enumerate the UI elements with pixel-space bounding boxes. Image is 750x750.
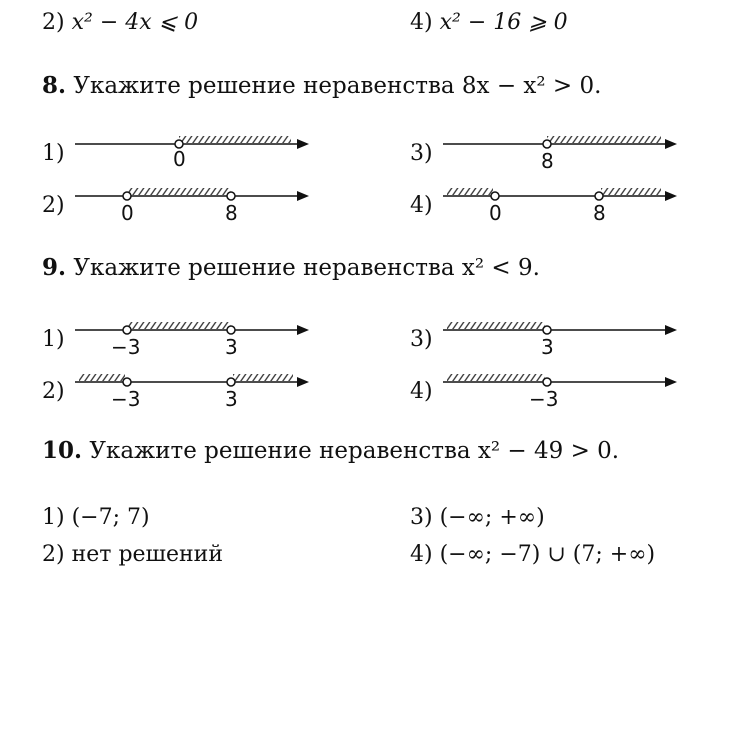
option-number: 4): [410, 542, 433, 567]
option-expression: x² − 4x ⩽ 0: [71, 10, 199, 35]
question-9: [42, 254, 540, 282]
q9-option-1-number[interactable]: 1): [42, 327, 65, 352]
q8-option-4-number[interactable]: 4): [410, 193, 433, 218]
hatch-region: [127, 188, 231, 195]
hatch-region: [179, 136, 291, 143]
q10-option-3[interactable]: [410, 505, 545, 531]
hatch-region: [547, 136, 661, 143]
option-text: (−7; 7): [71, 505, 150, 530]
hatch-region: [233, 374, 293, 381]
open-point: [227, 326, 235, 334]
open-point: [123, 378, 131, 386]
point-label: 8: [225, 201, 238, 225]
point-label: 3: [225, 387, 238, 411]
question-number: 10.: [42, 437, 83, 464]
q9-option-1-number-line[interactable]: [75, 316, 310, 361]
q8-option-1-number[interactable]: 1): [42, 141, 65, 166]
axis-arrow: [665, 139, 677, 149]
option-number: 2): [42, 10, 65, 35]
prev-option-2: [42, 10, 198, 36]
point-label: −3: [111, 387, 141, 411]
axis-arrow: [665, 325, 677, 335]
hatch-region: [447, 322, 545, 329]
point-label: 0: [121, 201, 134, 225]
q9-option-4-number-line[interactable]: [443, 368, 678, 413]
option-expression: x² − 16 ⩾ 0: [439, 10, 568, 35]
hatch-region: [79, 374, 125, 381]
question-8: [42, 72, 601, 100]
q8-option-3-number[interactable]: 3): [410, 141, 433, 166]
prev-option-4: [410, 10, 568, 36]
q10-option-2[interactable]: [42, 542, 223, 568]
option-text: (−∞; +∞): [439, 505, 545, 530]
q9-option-2-number-line[interactable]: [75, 368, 310, 413]
axis-arrow: [665, 191, 677, 201]
open-point: [123, 326, 131, 334]
open-point: [123, 192, 131, 200]
question-text: Укажите решение неравенства 8x − x² > 0.: [73, 73, 602, 99]
option-number: 3): [410, 505, 433, 530]
option-number: 1): [42, 505, 65, 530]
point-label: 3: [541, 335, 554, 359]
point-label: 0: [173, 147, 186, 171]
hatch-region: [127, 322, 231, 329]
point-label: 8: [593, 201, 606, 225]
option-number: 2): [42, 542, 65, 567]
axis-arrow: [297, 325, 309, 335]
hatch-region: [447, 374, 545, 381]
question-number: 9.: [42, 254, 67, 281]
option-text: (−∞; −7) ∪ (7; +∞): [439, 542, 656, 567]
point-label: −3: [111, 335, 141, 359]
point-label: 3: [225, 335, 238, 359]
open-point: [543, 140, 551, 148]
axis-arrow: [665, 377, 677, 387]
axis-arrow: [297, 191, 309, 201]
open-point: [227, 192, 235, 200]
q8-option-2-number-line[interactable]: [75, 182, 310, 227]
q8-option-1-number-line[interactable]: [75, 130, 310, 175]
axis-arrow: [297, 139, 309, 149]
question-text: Укажите решение неравенства x² < 9.: [73, 255, 540, 281]
open-point: [543, 378, 551, 386]
hatch-region: [447, 188, 493, 195]
question-text: Укажите решение неравенства x² − 49 > 0.: [89, 438, 620, 464]
option-number: 4): [410, 10, 433, 35]
question-10: [42, 437, 619, 465]
point-label: −3: [529, 387, 559, 411]
open-point: [595, 192, 603, 200]
q9-option-3-number[interactable]: 3): [410, 327, 433, 352]
q9-option-4-number[interactable]: 4): [410, 379, 433, 404]
open-point: [543, 326, 551, 334]
q10-option-4[interactable]: [410, 542, 655, 568]
point-label: 0: [489, 201, 502, 225]
q10-option-1[interactable]: [42, 505, 150, 531]
point-label: 8: [541, 149, 554, 173]
hatch-region: [601, 188, 661, 195]
q8-option-3-number-line[interactable]: [443, 130, 678, 175]
open-point: [491, 192, 499, 200]
axis-arrow: [297, 377, 309, 387]
q8-option-2-number[interactable]: 2): [42, 193, 65, 218]
q9-option-2-number[interactable]: 2): [42, 379, 65, 404]
q8-option-4-number-line[interactable]: [443, 182, 678, 227]
q9-option-3-number-line[interactable]: [443, 316, 678, 361]
open-point: [227, 378, 235, 386]
option-text: нет решений: [71, 542, 224, 567]
question-number: 8.: [42, 72, 67, 99]
